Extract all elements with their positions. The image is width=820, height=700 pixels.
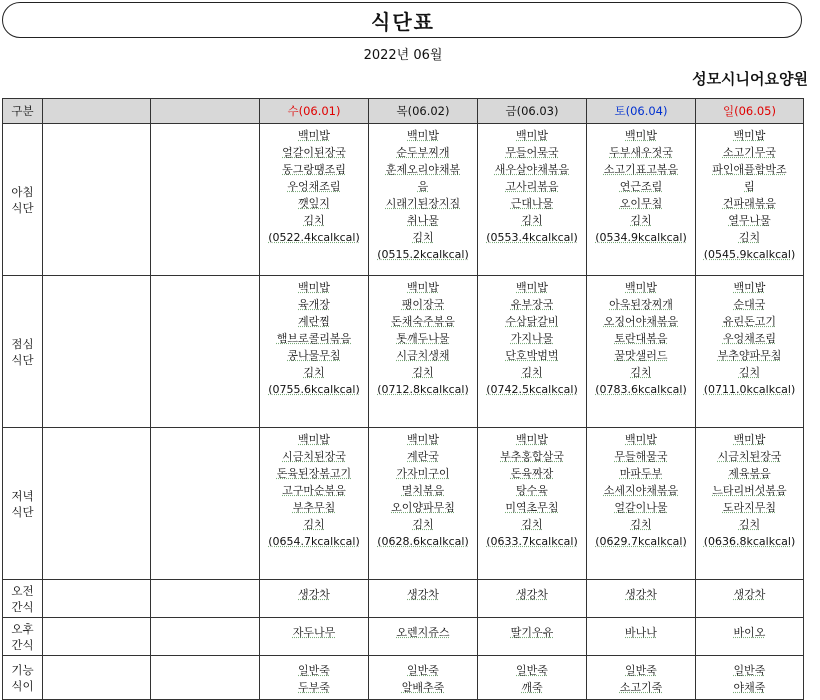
menu-item: 김치 [738,231,761,244]
menu-item: 김치 [738,366,761,379]
menu-cell [696,276,804,428]
menu-item: 깻잎지 [298,197,330,210]
blank-cell [151,580,260,618]
day-header: 금(06.03) [478,99,587,124]
menu-item: 일반죽 [625,664,657,677]
menu-item: 김치 [303,214,325,227]
menu-item: 백미밥 [516,281,548,294]
menu-item: 꿀맛샐러드 [614,349,668,362]
menu-cell [478,428,587,580]
menu-cell [587,580,696,618]
menu-cell [587,428,696,580]
menu-item: 시금치된장국 [717,450,782,463]
corner-header: 구분 [3,99,43,124]
menu-cell [369,580,478,618]
menu-item: 탕수육 [516,484,548,497]
menu-item: 일반죽 [298,664,330,677]
menu-item: 생강차 [516,588,548,601]
day-header: 토(06.04) [587,99,696,124]
blank-cell [43,276,151,428]
day-header: 일(06.05) [696,99,804,124]
row-label: 오전 간식 [3,580,43,618]
menu-item: 취나물 [407,214,439,227]
menu-item: 마파두부 [619,467,663,480]
menu-item: 림 [744,180,755,193]
blank-cell [151,656,260,700]
menu-item: 우엉채조림 [722,332,777,345]
menu-item: 백미밥 [733,433,766,446]
menu-item: 팽이장국 [401,298,445,311]
menu-item: 생강차 [733,588,766,601]
blank-cell [151,124,260,276]
menu-cell [696,124,804,276]
menu-item: 야채죽 [733,681,766,694]
menu-cell [587,276,696,428]
row-label: 오후 간식 [3,618,43,656]
meal-plan-table [2,98,804,700]
row-label: 기능 식이 [3,656,43,700]
menu-cell [478,618,587,656]
menu-item: 백미밥 [407,281,439,294]
menu-item: 김치 [412,518,434,531]
menu-item: 백미밥 [407,129,439,142]
menu-item: (0515.2kcalkcal) [377,248,469,261]
menu-cell [478,580,587,618]
menu-item: 무들어묵국 [505,146,559,159]
menu-item: 얼갈이나물 [614,501,668,514]
menu-cell [260,580,369,618]
menu-item: 김치 [521,518,543,531]
menu-item: 김치 [630,366,652,379]
table-row [3,580,804,618]
menu-item: 소세지야채볶음 [603,484,679,497]
menu-item: 일반죽 [407,664,439,677]
menu-item: (0633.7kcalkcal) [486,535,578,548]
menu-item: 계란국 [407,450,439,463]
blank-cell [43,656,151,700]
table-row [3,656,804,700]
row-label: 점심 식단 [3,276,43,428]
menu-item: 두부죽 [298,681,330,694]
menu-item: 아욱된장찌개 [609,298,673,311]
menu-item: 햄브로콜리볶음 [276,332,352,345]
menu-cell [587,618,696,656]
menu-item: 오렌지쥬스 [396,626,450,639]
menu-cell [478,656,587,700]
blank-cell [43,124,151,276]
table-row [3,428,804,580]
menu-item: 바이오 [733,626,766,639]
menu-item: 생강차 [407,588,439,601]
table-row [3,618,804,656]
menu-item: 오이양파무침 [391,501,455,514]
menu-item: 톳깨두나물 [396,332,450,345]
day-header: 목(06.02) [369,99,478,124]
menu-item: 백미밥 [298,129,330,142]
menu-cell [696,580,804,618]
menu-cell [260,428,369,580]
menu-item: 시금치생채 [396,349,450,362]
menu-cell [369,618,478,656]
menu-item: 얼갈이된장국 [282,146,346,159]
menu-item: 김치 [412,231,434,244]
menu-item: 무들해물국 [614,450,668,463]
menu-item: 열무나물 [728,214,771,227]
blank-header [43,99,151,124]
row-label: 저녁 식단 [3,428,43,580]
menu-item: 백미밥 [625,129,657,142]
menu-item: 백미밥 [516,433,548,446]
menu-item: 고사리볶음 [505,180,559,193]
menu-item: 건파래볶음 [722,197,777,210]
menu-cell [587,124,696,276]
menu-item: 일반죽 [733,664,766,677]
menu-item: 소고기죽 [619,681,663,694]
menu-item: 자두나무 [292,626,336,639]
menu-item: 새우살야채볶음 [494,163,570,176]
menu-item: 김치 [412,366,434,379]
menu-item: 돈채숙주볶음 [391,315,455,328]
menu-item: 우엉채조림 [287,180,341,193]
menu-item: 시래기된장지짐 [385,197,461,210]
menu-item: 백미밥 [625,433,657,446]
menu-item: 유린돈고기 [722,315,777,328]
menu-item: 멸치볶음 [401,484,445,497]
menu-item: 고구마순볶음 [282,484,346,497]
menu-item: 깨죽 [521,681,543,694]
menu-item: 백미밥 [625,281,657,294]
menu-cell [587,656,696,700]
menu-item: 일반죽 [516,664,548,677]
menu-item: 동그랑땡조림 [282,163,346,176]
menu-item: 육개장 [298,298,330,311]
blank-cell [43,428,151,580]
menu-item: (0629.7kcalkcal) [595,535,687,548]
table-row [3,276,804,428]
menu-item: 훈제오리야채볶 [385,163,461,176]
blank-cell [151,618,260,656]
menu-cell [369,428,478,580]
menu-item: 백미밥 [407,433,439,446]
menu-cell [369,124,478,276]
menu-item: 생강차 [625,588,657,601]
menu-item: (0534.9kcalkcal) [595,231,687,244]
blank-cell [43,618,151,656]
menu-item: 토란대볶음 [614,332,668,345]
menu-item: 수삼닭갈비 [505,315,559,328]
menu-item: 오이무침 [619,197,663,210]
menu-item: 연근조림 [619,180,663,193]
menu-item: (0522.4kcalkcal) [268,231,360,244]
menu-item: 미역초무침 [505,501,559,514]
menu-item: 두부새우젓국 [609,146,673,159]
page-title: 식단표 [371,10,435,34]
menu-item: 김치 [303,518,325,531]
menu-item: 김치 [630,214,652,227]
menu-item: (0553.4kcalkcal) [486,231,578,244]
menu-cell [260,124,369,276]
day-header: 수(06.01) [260,99,369,124]
menu-item: 바나나 [625,626,657,639]
menu-item: 음 [417,180,429,193]
menu-item: 생강차 [298,588,330,601]
menu-item: 돈육짜장 [510,467,554,480]
menu-item: 백미밥 [298,281,330,294]
menu-item: 근대나물 [510,197,554,210]
menu-cell [260,276,369,428]
menu-item: (0742.5kcalkcal) [486,383,578,396]
menu-item: 돈육된장볶고기 [276,467,352,480]
menu-item: 순대국 [733,298,766,311]
menu-item: 김치 [521,366,543,379]
menu-item: 김치 [630,518,652,531]
menu-item: 김치 [303,366,325,379]
menu-item: (0783.6kcalkcal) [595,383,687,396]
blank-cell [151,276,260,428]
menu-item: 파인애플함박조 [712,163,787,176]
table-row [3,124,804,276]
menu-cell [369,656,478,700]
menu-item: 유부장국 [510,298,554,311]
menu-item: 알배추죽 [401,681,445,694]
menu-item: (0628.6kcalkcal) [377,535,469,548]
menu-item: 순두부찌개 [396,146,450,159]
menu-cell [696,428,804,580]
menu-item: 부추홍합살국 [500,450,564,463]
menu-item: 계란찜 [298,315,330,328]
menu-item: 시금치된장국 [282,450,346,463]
menu-item: (0545.9kcalkcal) [703,248,796,261]
menu-item: 가자미구이 [396,467,450,480]
menu-item: 김치 [738,518,761,531]
menu-item: 부추양파무침 [717,349,782,362]
menu-item: 단호박범벅 [505,349,559,362]
month-label: 2022년 06월 [363,48,443,63]
menu-item: (0654.7kcalkcal) [268,535,360,548]
menu-cell [260,656,369,700]
menu-item: 느타리버섯볶음 [712,484,787,497]
menu-item: (0711.0kcalkcal) [703,383,796,396]
menu-item: (0712.8kcalkcal) [377,383,469,396]
menu-cell [260,618,369,656]
menu-item: 백미밥 [516,129,548,142]
menu-item: 가지나물 [510,332,554,345]
menu-item: 백미밥 [733,129,766,142]
menu-item: 소고기무국 [722,146,777,159]
menu-item: 제육볶음 [728,467,771,480]
menu-item: 도라지무침 [722,501,777,514]
menu-item: (0755.6kcalkcal) [268,383,360,396]
menu-cell [696,656,804,700]
blank-cell [43,580,151,618]
menu-item: 김치 [521,214,543,227]
menu-item: 부추무침 [292,501,336,514]
menu-item: 소고기표고볶음 [603,163,679,176]
menu-cell [478,124,587,276]
table-header-row [3,99,804,124]
menu-item: 오징어야채볶음 [603,315,679,328]
menu-item: (0636.8kcalkcal) [703,535,796,548]
menu-cell [478,276,587,428]
menu-cell [696,618,804,656]
blank-cell [151,428,260,580]
menu-item: 딸기우유 [510,626,554,639]
row-label: 아침 식단 [3,124,43,276]
menu-item: 백미밥 [298,433,330,446]
organization-name: 성모시니어요양원 [692,70,808,88]
blank-header [151,99,260,124]
menu-item: 콩나물무침 [287,349,341,362]
menu-cell [369,276,478,428]
menu-item: 백미밥 [733,281,766,294]
